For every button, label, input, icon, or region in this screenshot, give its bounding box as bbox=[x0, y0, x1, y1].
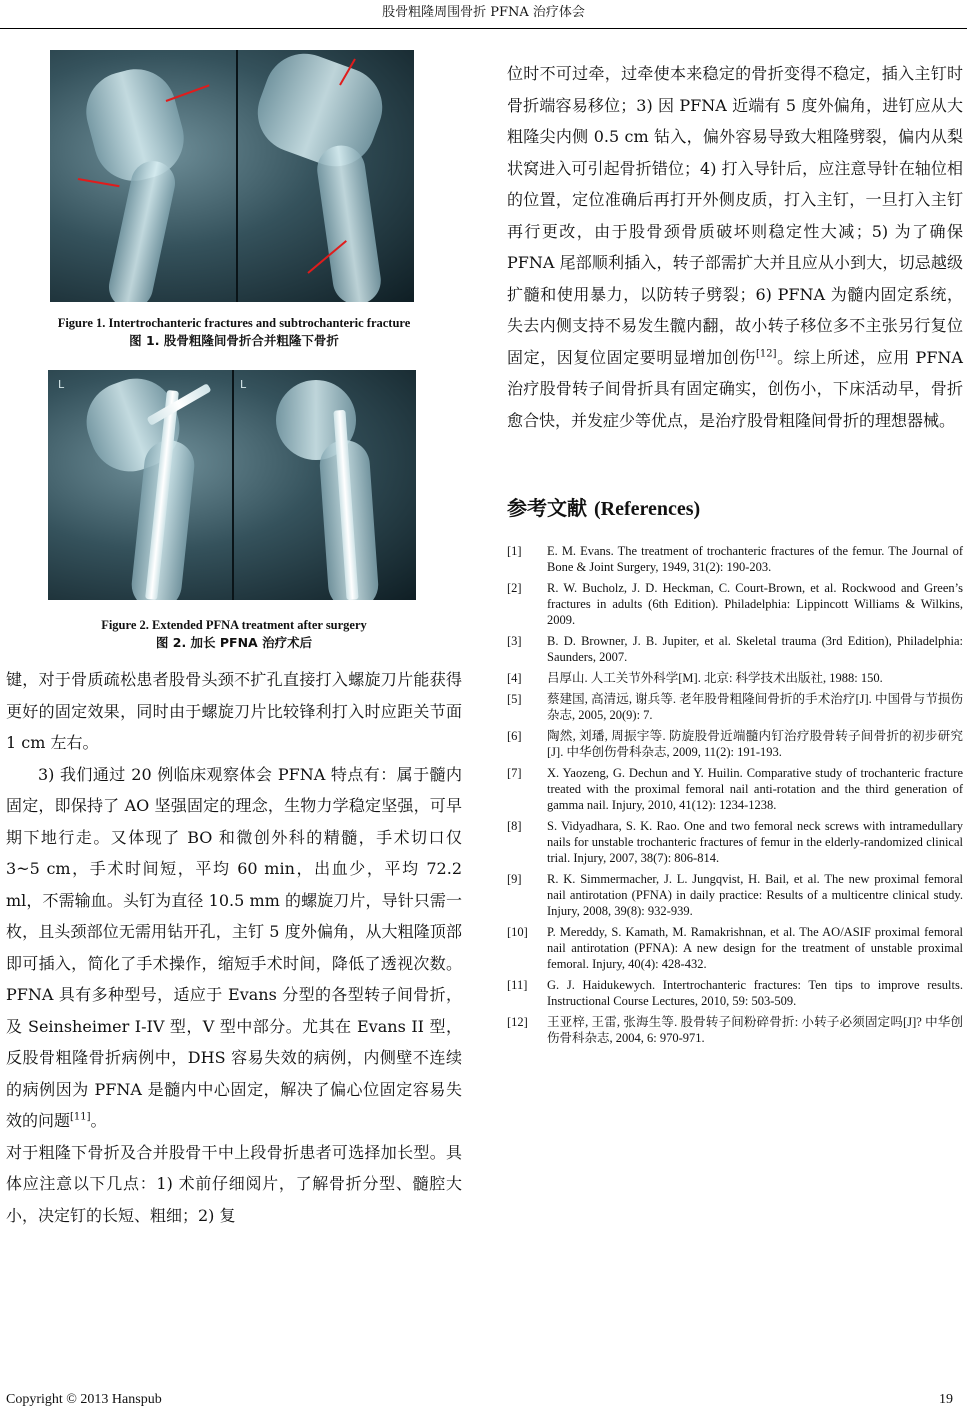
reference-list bbox=[507, 543, 963, 1046]
reference-number: [2] bbox=[507, 581, 522, 595]
body-text: 。 bbox=[90, 1111, 107, 1130]
reference-text: 王亚梓, 王雷, 张海生等. 股骨转子间粉碎骨折: 小转子必须固定吗[J]? 中华创伤骨科杂志, 2004, 6: 970-971. bbox=[547, 1015, 963, 1045]
reference-number: [8] bbox=[507, 819, 522, 833]
references-heading bbox=[507, 492, 963, 521]
running-header bbox=[0, 0, 967, 29]
reference-number: [12] bbox=[507, 1015, 528, 1029]
footer-copyright: Copyright © 2013 Hanspub bbox=[6, 1392, 162, 1407]
reference-item bbox=[507, 580, 963, 628]
reference-item bbox=[507, 670, 963, 686]
citation: [11] bbox=[70, 1111, 91, 1123]
reference-text: 吕厚山. 人工关节外科学[M]. 北京: 科学技术出版社, 1988: 150. bbox=[547, 671, 883, 685]
reference-text: 蔡建国, 高清远, 谢兵等. 老年股骨粗隆间骨折的手术治疗[J]. 中国骨与节损伤杂志, 2005, 20(9): 7. bbox=[547, 692, 963, 722]
fracture-arrow-2 bbox=[78, 178, 120, 187]
reference-number: [9] bbox=[507, 872, 522, 886]
reference-number: [4] bbox=[507, 671, 522, 685]
reference-text: R. W. Bucholz, J. D. Heckman, C. Court-Brown, et al. Rockwood and Green’s fractures in adults (6th Edition). Philadelphia: Lippincott Williams & Wilkins, 2009. bbox=[547, 581, 963, 627]
reference-item bbox=[507, 728, 963, 760]
reference-item bbox=[507, 691, 963, 723]
reference-text: B. D. Browner, J. B. Jupiter, et al. Skeletal trauma (3rd Edition), Philadelphia: Saunders, 2007. bbox=[547, 634, 963, 664]
xray-marker-right: L bbox=[240, 378, 247, 391]
page-footer bbox=[6, 1392, 953, 1408]
reference-number: [11] bbox=[507, 978, 528, 992]
body-paragraph: 对于粗隆下骨折及合并股骨干中上段骨折患者可选择加长型。具体应注意以下几点：1) 术前仔细阅片，了解骨折分型、髓腔大小，决定钉的长短、粗细；2) 复 bbox=[6, 1142, 462, 1225]
left-column bbox=[6, 50, 462, 1231]
right-column bbox=[507, 58, 963, 1051]
reference-item bbox=[507, 1014, 963, 1046]
running-header-title: 股骨粗隆周围骨折 PFNA 治疗体会 bbox=[382, 5, 585, 20]
figure-1-caption-zh: 图 1. 股骨粗隆间骨折合并粗隆下骨折 bbox=[129, 333, 339, 348]
reference-text: R. K. Simmermacher, J. L. Jungqvist, H. Bail, et al. The new proximal femoral nail antirotation (PFNA) in daily practice: Results of a multicentre clinical study. Injury, 2008, 39(8): 932-939. bbox=[547, 872, 963, 918]
reference-text: X. Yaozeng, G. Dechun and Y. Huilin. Comparative study of trochanteric fracture treated with the proximal femoral nail anti-rotation and the third generation of gamma nail. Injury, 2010, 41(12): 1234-1238. bbox=[547, 766, 963, 812]
citation: [12] bbox=[755, 348, 777, 360]
xray-divider bbox=[232, 370, 234, 600]
xray-marker-left: L bbox=[58, 378, 65, 391]
references-heading-zh: 参考文献 bbox=[507, 496, 587, 520]
reference-text: 陶然, 刘璠, 周振宇等. 防旋股骨近端髓内钉治疗股骨转子间骨折的初步研究[J]. 中华创伤骨科杂志, 2009, 11(2): 191-193. bbox=[547, 729, 963, 759]
reference-item bbox=[507, 871, 963, 919]
femur-shaft-right bbox=[314, 142, 384, 302]
reference-item bbox=[507, 924, 963, 972]
reference-number: [7] bbox=[507, 766, 522, 780]
reference-number: [1] bbox=[507, 544, 522, 558]
reference-number: [10] bbox=[507, 925, 528, 939]
body-paragraph bbox=[6, 759, 462, 1137]
reference-text: E. M. Evans. The treatment of trochanteric fractures of the femur. The Journal of Bone & Joint Surgery, 1949, 31(2): 190-203. bbox=[547, 544, 963, 574]
reference-number: [5] bbox=[507, 692, 522, 706]
figure-1-caption-en: Figure 1. Intertrochanteric fractures and subtrochanteric fracture bbox=[57, 316, 411, 330]
figure-2-caption-en: Figure 2. Extended PFNA treatment after surgery bbox=[101, 618, 367, 632]
reference-text: P. Mereddy, S. Kamath, M. Ramakrishnan, et al. The AO/ASIF proximal femoral nail antirotation (PFNA): A new design for the treatment of unstable proximal femoral. Injury, 40(4): 428-432. bbox=[547, 925, 963, 971]
body-text: 。综上所述，应用 PFNA 治疗股骨转子间骨折具有固定确实，创伤小，下床活动早，骨折愈合快，并发症少等优点，是治疗股骨粗隆间骨折的理想器械。 bbox=[507, 347, 963, 430]
reference-number: [3] bbox=[507, 634, 522, 648]
references-heading-en: (References) bbox=[593, 498, 701, 520]
body-paragraph: 键，对于骨质疏松患者股骨头颈不扩孔直接打入螺旋刀片能获得更好的固定效果，同时由于螺旋刀片比较锋利打入时应距关节面 1 cm 左右。 bbox=[6, 670, 462, 752]
reference-item bbox=[507, 633, 963, 665]
reference-item bbox=[507, 765, 963, 813]
reference-text: G. J. Haidukewych. Intertrochanteric fractures: Ten tips to improve results. Instructional Course Lectures, 2010, 59: 503-509. bbox=[547, 978, 963, 1008]
xray-divider bbox=[236, 50, 238, 302]
figure-1-xray-image bbox=[50, 50, 414, 302]
reference-number: [6] bbox=[507, 729, 522, 743]
reference-item bbox=[507, 543, 963, 575]
reference-item bbox=[507, 818, 963, 866]
body-text: 3) 我们通过 20 例临床观察体会 PFNA 特点有：属于髓内固定，即保持了 AO 坚强固定的理念，生物力学稳定坚强，可早期下地行走。又体现了 BO 和微创外科的精髓，手术切口仅 3~5 cm，手术时间短，平均 60 min，出血少，平均 72.2 ml，不需输血。头钉为直径 10.5 mm 的螺旋刀片，导针只需一枚，且头颈部位无需用钻开孔，主钉 5 度外偏角，从大粗隆顶部即可插入，简化了手术操作，缩短手术时间，降低了透视次数。PFNA 具有多种型号，适应于 Evans 分型的各型转子间骨折，及 Seinsheimer I-IV 型，V 型中部分。尤其在 Evans II 型，反股骨粗隆骨折病例中，DHS 容易失效的病例，内侧壁不连续的病例因为 PFNA 是髓内中心固定，解决了偏心位固定容易失效的问题 bbox=[6, 764, 462, 1130]
page-number: 19 bbox=[939, 1392, 953, 1407]
figure-2-xray-image bbox=[48, 370, 416, 600]
body-paragraph bbox=[507, 58, 963, 436]
reference-item bbox=[507, 977, 963, 1009]
body-text: 位时不可过牵，过牵使本来稳定的骨折变得不稳定，插入主钉时骨折端容易移位；3) 因 PFNA 近端有 5 度外偏角，进钉应从大粗隆尖内侧 0.5 cm 钻入，偏外容易导致大粗隆劈裂，偏内从梨状窝进入可引起骨折错位；4) 打入导针后，应注意导针在轴位相的位置，定位准确后再打开外侧皮质，打入主钉，一旦打入主钉再行更改，由于股骨颈骨质破坏则稳定性大减；5) 为了确保 PFNA 尾部顺利插入，转子部需扩大并且应从小到大，切忌越级扩髓和使用暴力，以防转子劈裂；6) PFNA 为髓内固定系统，失去内侧支持不易发生髋内翻，故小转子移位多不主张另行复位固定，因复位固定要明显增加创伤 bbox=[507, 64, 963, 367]
reference-text: S. Vidyadhara, S. K. Rao. One and two femoral neck screws with intramedullary nails for unstable trochanteric fractures of femur in the elderly-randomized clinical trial. Injury, 2007, 38(7): 806-814. bbox=[547, 819, 963, 865]
femur-shaft-left bbox=[105, 157, 179, 302]
figure-2-caption-zh: 图 2. 加长 PFNA 治疗术后 bbox=[155, 635, 313, 650]
